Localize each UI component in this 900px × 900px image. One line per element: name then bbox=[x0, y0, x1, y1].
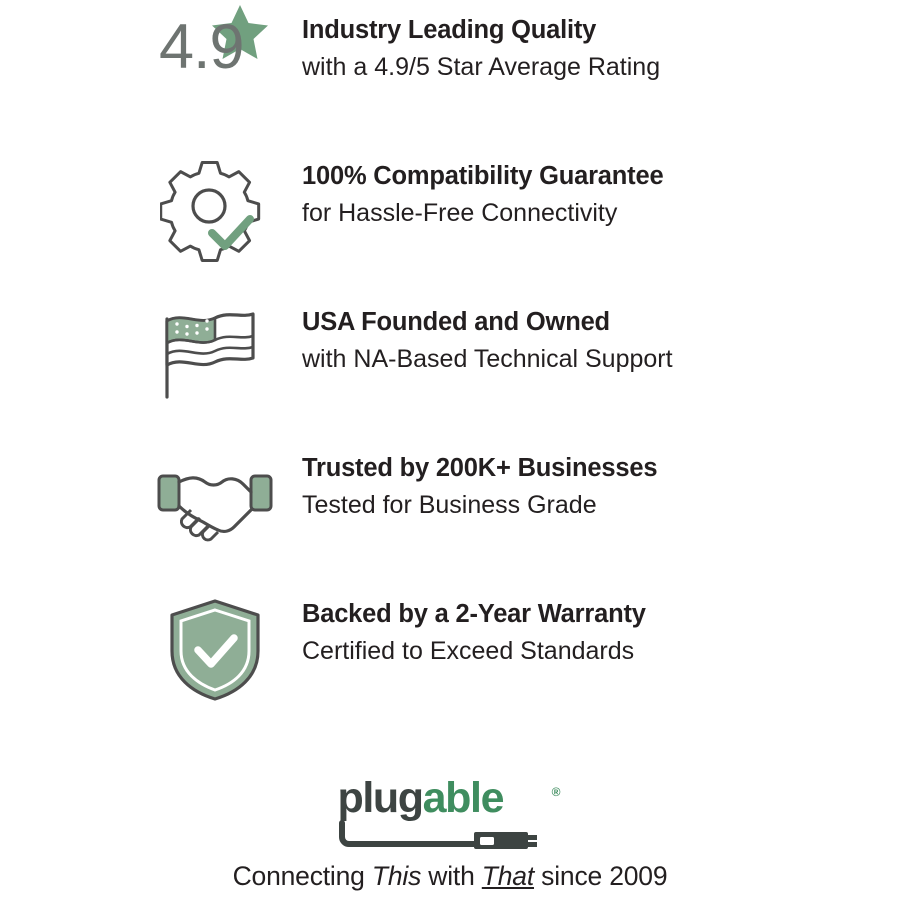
gear-check-icon bbox=[160, 159, 270, 265]
feature-subline: with NA-Based Technical Support bbox=[302, 344, 673, 373]
feature-text-cell bbox=[290, 152, 663, 228]
usa-flag-icon bbox=[159, 311, 271, 405]
tagline-trail: since 2009 bbox=[534, 861, 668, 891]
feature-icon-cell bbox=[140, 6, 290, 126]
feature-icon-cell bbox=[140, 444, 290, 564]
feature-item-rating bbox=[0, 6, 900, 152]
feature-subline: Certified to Exceed Standards bbox=[302, 636, 635, 665]
registered-mark: ® bbox=[551, 785, 561, 799]
feature-headline: Trusted by 200K+ Businesses bbox=[302, 454, 658, 482]
feature-item-trusted bbox=[0, 444, 900, 590]
feature-item-warranty bbox=[0, 590, 900, 736]
logo-wordmark bbox=[337, 774, 563, 822]
feature-text-cell bbox=[290, 444, 657, 520]
feature-text-cell bbox=[290, 590, 646, 666]
usb-cable-icon bbox=[338, 819, 563, 849]
tagline-lead: Connecting bbox=[232, 861, 372, 891]
handshake-icon bbox=[157, 466, 273, 542]
feature-icon-cell bbox=[140, 298, 290, 418]
feature-headline: Backed by a 2-Year Warranty bbox=[302, 600, 646, 628]
feature-subline: for Hassle-Free Connectivity bbox=[302, 198, 618, 227]
feature-icon-cell bbox=[140, 152, 290, 272]
feature-item-compatibility bbox=[0, 152, 900, 298]
rating-value: 4.9 bbox=[159, 12, 244, 82]
feature-item-usa bbox=[0, 298, 900, 444]
feature-headline: USA Founded and Owned bbox=[302, 308, 610, 336]
rating-star-icon bbox=[155, 14, 275, 118]
footer bbox=[0, 774, 900, 892]
tagline-middle: with bbox=[421, 861, 482, 891]
feature-subline: Tested for Business Grade bbox=[302, 490, 597, 519]
tagline-underline-that: That bbox=[481, 861, 535, 891]
logo-part-1: plug bbox=[337, 774, 423, 822]
feature-subline: with a 4.9/5 Star Average Rating bbox=[302, 52, 661, 81]
tagline-italic-this: This bbox=[371, 861, 422, 891]
plugable-logo bbox=[337, 774, 563, 849]
logo-part-2: able bbox=[422, 774, 504, 822]
feature-headline: Industry Leading Quality bbox=[302, 16, 597, 44]
tagline bbox=[0, 861, 900, 892]
feature-text-cell bbox=[290, 298, 673, 374]
feature-text-cell bbox=[290, 6, 660, 82]
feature-headline: 100% Compatibility Guarantee bbox=[302, 162, 664, 190]
shield-check-icon bbox=[168, 598, 262, 702]
feature-icon-cell bbox=[140, 590, 290, 710]
